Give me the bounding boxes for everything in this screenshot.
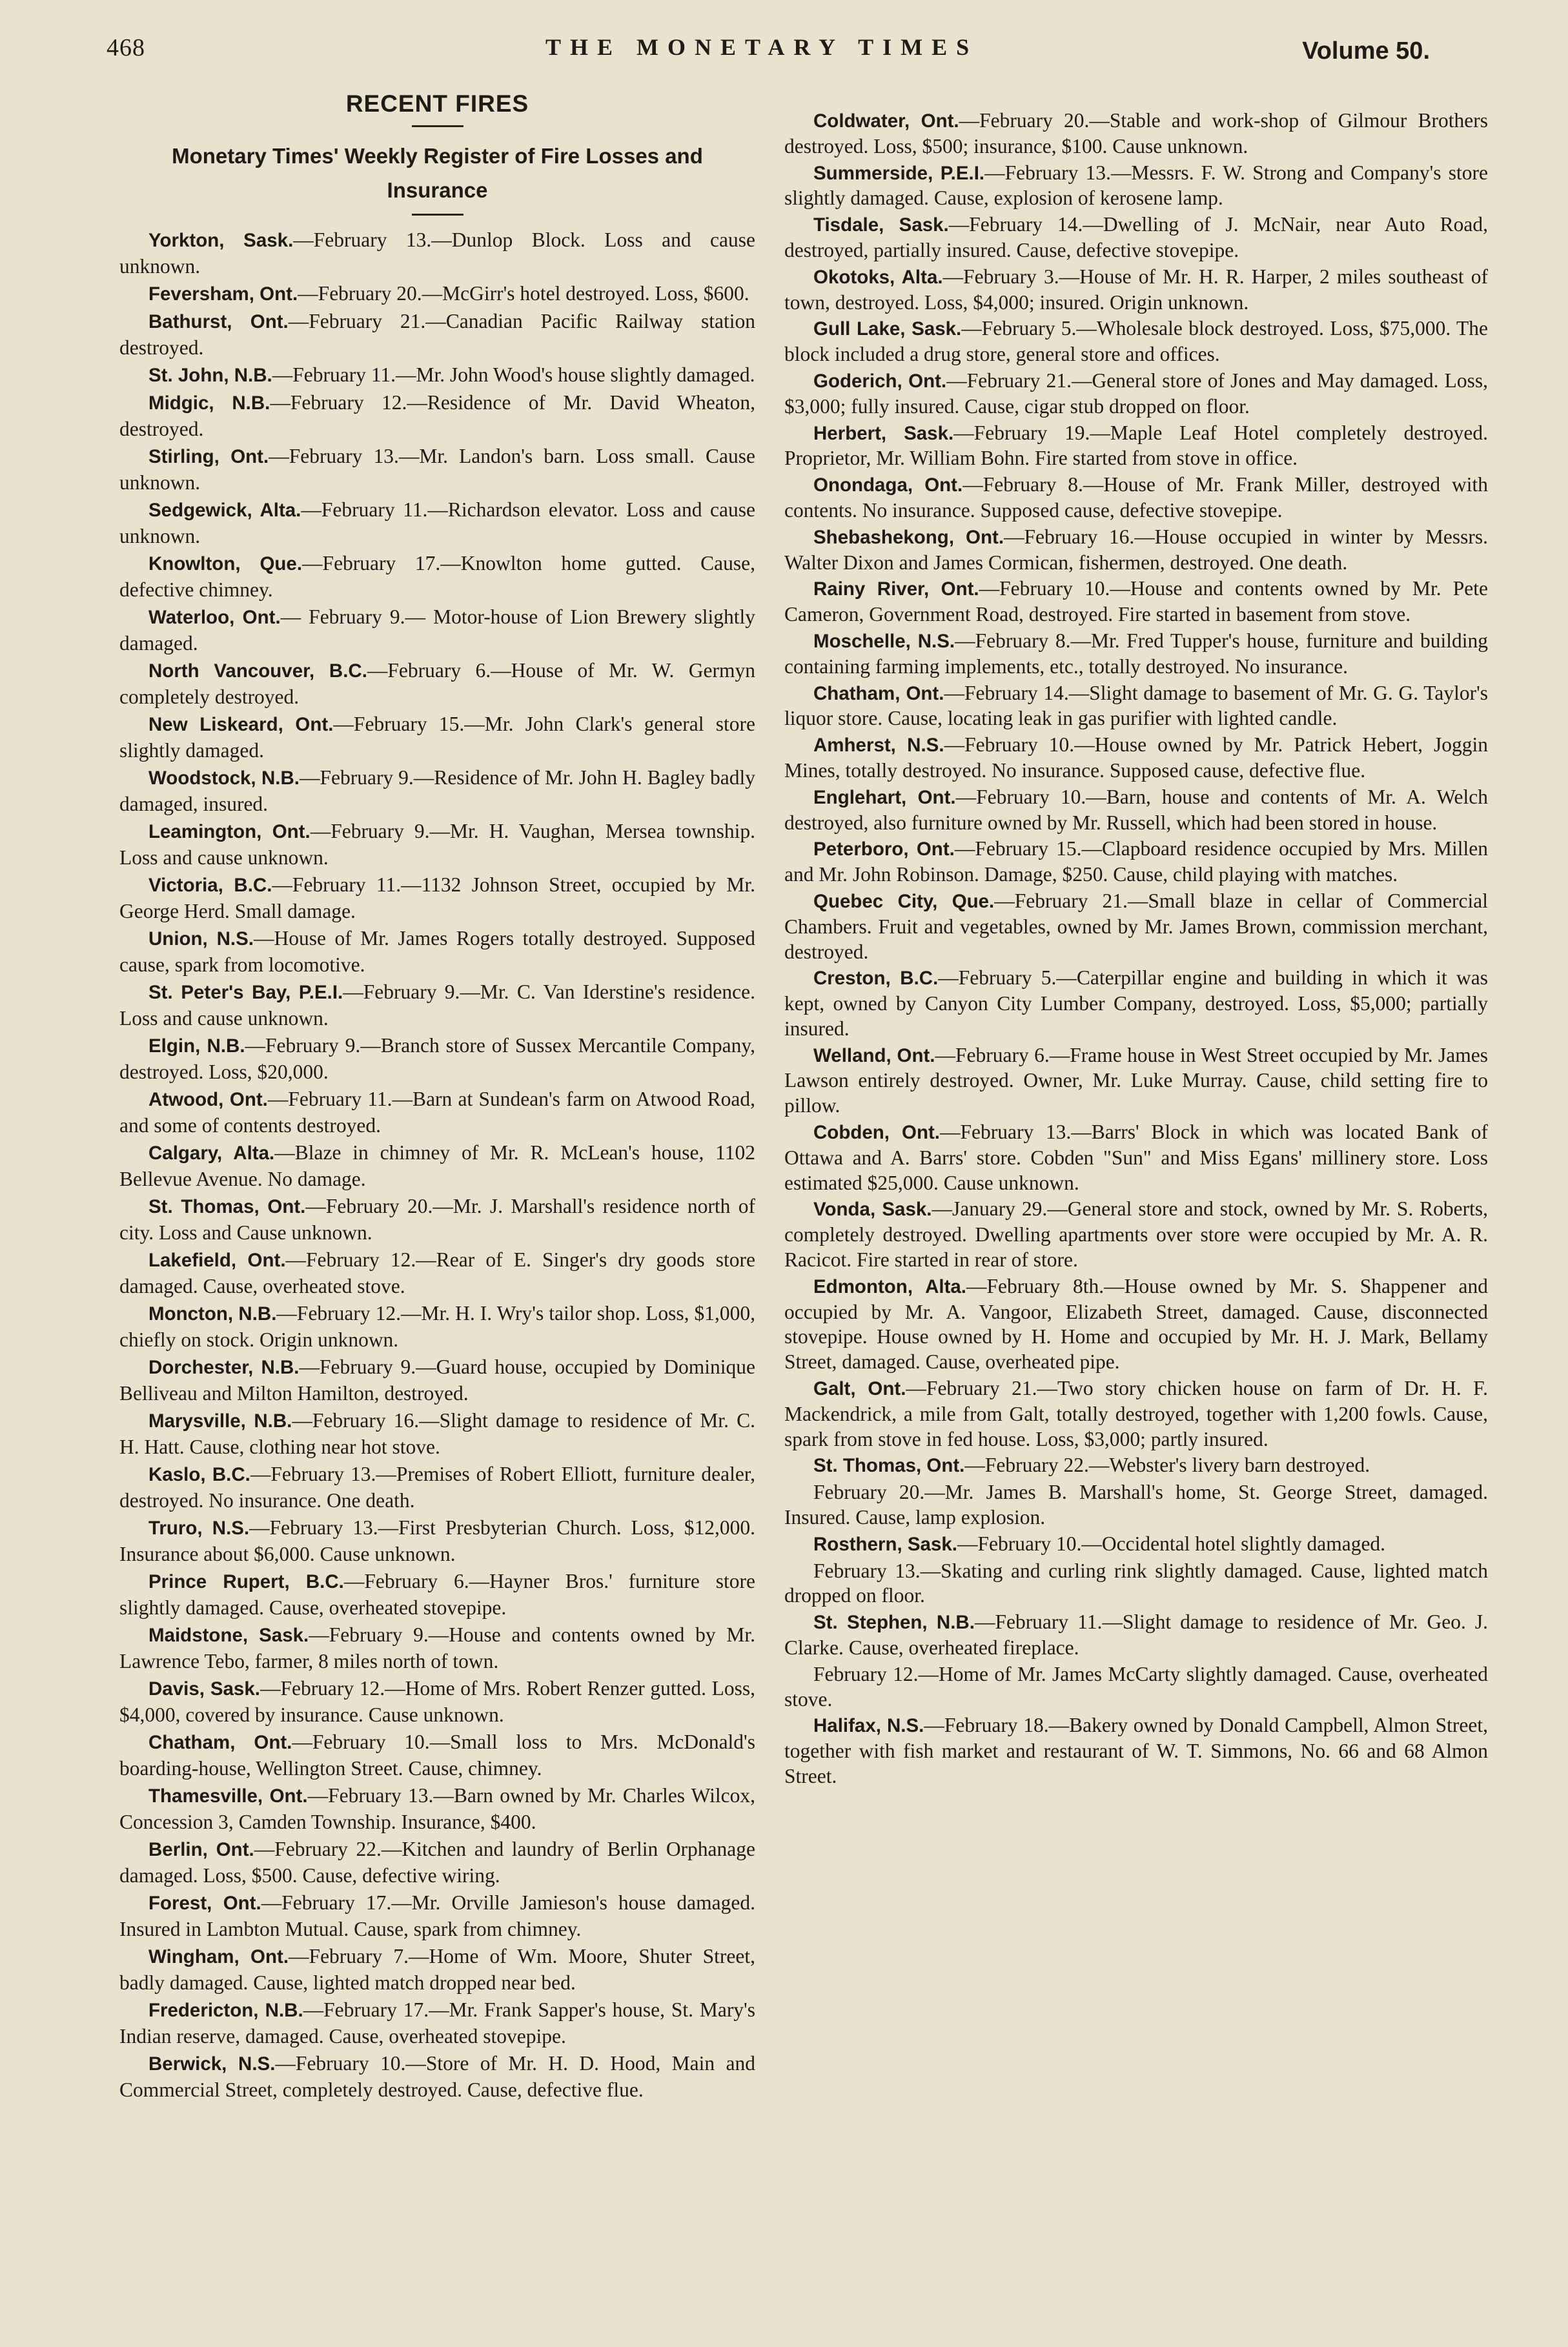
- fire-entry: [119, 1086, 755, 1139]
- entry-text: —House of Mr. James Rogers totally destroyed. Supposed cause, spark from locomotive.: [119, 927, 755, 976]
- fire-entry: [784, 681, 1488, 732]
- fire-entry: [119, 1622, 755, 1674]
- entry-text: —February 12.—Residence of Mr. David Wheaton, destroyed.: [119, 391, 755, 440]
- fire-entry: [119, 497, 755, 549]
- entry-place: Peterboro, Ont.: [813, 838, 955, 860]
- entry-text: —February 13.—Barrs' Block in which was located Bank of Ottawa and A. Barrs' store. Cobden "Sun" and Miss Egans' millinery store. Loss estimated $25,000. Cause unknown.: [784, 1121, 1488, 1194]
- fire-entry: [119, 604, 755, 656]
- fire-entry: [119, 1354, 755, 1407]
- entry-text: —February 6.—House of Mr. W. Germyn completely destroyed.: [119, 659, 755, 708]
- fire-entry: [119, 309, 755, 361]
- fire-entry: [784, 1713, 1488, 1789]
- entry-text: —February 17.—Mr. Orville Jamieson's house damaged. Insured in Lambton Mutual. Cause, spark from chimney.: [119, 1891, 755, 1940]
- fire-entry: [784, 369, 1488, 420]
- entry-text: —February 20.—McGirr's hotel destroyed. Loss, $600.: [298, 282, 749, 305]
- entry-place: Stirling, Ont.: [148, 446, 269, 467]
- entry-text: —February 6.—Hayner Bros.' furniture store slightly damaged. Cause, overheated stovepipe.: [119, 1570, 755, 1619]
- fire-entry: [784, 576, 1488, 627]
- entry-text: —February 13.—Dunlop Block. Loss and cause unknown.: [119, 229, 755, 278]
- left-column: [119, 90, 755, 2104]
- entry-place: Bathurst, Ont.: [148, 311, 289, 332]
- entry-text: —February 21.—General store of Jones and May damaged. Loss, $3,000; fully insured. Cause, cigar stub dropped on floor.: [784, 369, 1489, 418]
- fire-entry: [784, 161, 1488, 212]
- entry-place: Quebec City, Que.: [813, 890, 995, 912]
- page-header: [107, 34, 1430, 79]
- entry-place: Vonda, Sask.: [813, 1199, 932, 1221]
- entry-text: —February 15.—Clapboard residence occupied by Mrs. Millen and Mr. John Robinson. Damage, $250. Cause, child playing with matches.: [784, 837, 1488, 886]
- fire-entry: [119, 1461, 755, 1514]
- entry-text: February 20.—Mr. James B. Marshall's home, St. George Street, damaged. Insured. Cause, lamp explosion.: [784, 1481, 1488, 1529]
- entry-place: Goderich, Ont.: [813, 370, 947, 392]
- entry-place: Calgary, Alta.: [148, 1143, 275, 1164]
- entry-place: Chatham, Ont.: [813, 682, 944, 704]
- entry-text: —February 10.—Store of Mr. H. D. Hood, Main and Commercial Street, completely destroyed. Cause, defective flue.: [119, 2052, 755, 2101]
- entry-place: Maidstone, Sask.: [148, 1625, 309, 1646]
- entry-place: Cobden, Ont.: [813, 1122, 940, 1144]
- entry-place: St. Peter's Bay, P.E.I.: [148, 982, 343, 1003]
- entry-text: —February 19.—Maple Leaf Hotel completely destroyed. Proprietor, Mr. William Bohn. Fire started from stove in office.: [784, 421, 1488, 470]
- fire-entry: [784, 733, 1488, 784]
- right-entries: [784, 108, 1488, 1789]
- right-column: [784, 97, 1488, 1791]
- fire-entry: [119, 362, 755, 389]
- entry-text: —February 10.—House owned by Mr. Patrick Hebert, Joggin Mines, totally destroyed. No insurance. Supposed cause, defective flue.: [784, 733, 1488, 782]
- fire-entry: [119, 1729, 755, 1782]
- fire-entry: [119, 1515, 755, 1567]
- fire-entry: [784, 785, 1488, 836]
- fire-entry: [119, 872, 755, 924]
- section-subtitle: Monetary Times' Weekly Register of Fire Losses and Insurance: [172, 144, 703, 202]
- entry-place: Fredericton, N.B.: [148, 2000, 303, 2021]
- entry-place: Coldwater, Ont.: [813, 110, 959, 132]
- entry-text: —February 8th.—House owned by Mr. S. Shappener and occupied by Mr. A. Vangoor, Elizabeth Street, damaged. Cause, disconnected stovepipe. House owned by H. Home and occupied by Mr. H. J. Mark, Bellamy Street, damaged. Cause, overheated pipe.: [784, 1274, 1488, 1374]
- fire-entry: [119, 979, 755, 1031]
- fire-entry: [784, 1197, 1488, 1272]
- entry-place: Atwood, Ont.: [148, 1089, 268, 1110]
- entry-text: —February 13.—Premises of Robert Elliott, furniture dealer, destroyed. No insurance. One death.: [119, 1463, 755, 1512]
- entry-place: Union, N.S.: [148, 928, 254, 950]
- volume-label: Volume 50.: [1302, 37, 1430, 65]
- entry-place: Kaslo, B.C.: [148, 1464, 250, 1485]
- fire-entry: [119, 658, 755, 710]
- fire-entry: [119, 227, 755, 279]
- entry-place: Amherst, N.S.: [813, 735, 944, 757]
- entry-place: Englehart, Ont.: [813, 786, 956, 808]
- fire-entry: [119, 1033, 755, 1085]
- entry-place: Creston, B.C.: [813, 968, 939, 990]
- fire-entry: [784, 472, 1488, 523]
- entry-place: Rainy River, Ont.: [813, 578, 979, 600]
- page-number: 468: [107, 34, 145, 61]
- fire-entry: [119, 1194, 755, 1246]
- fire-entry: [119, 551, 755, 603]
- entry-place: Gull Lake, Sask.: [813, 318, 962, 340]
- entry-place: Yorkton, Sask.: [148, 230, 294, 251]
- section-title: RECENT FIRES: [345, 90, 529, 117]
- entry-text: —February 10.—Occidental hotel slightly damaged.: [957, 1532, 1386, 1555]
- entry-place: Leamington, Ont.: [148, 821, 311, 842]
- entry-place: Dorchester, N.B.: [148, 1357, 300, 1378]
- entry-text: —February 13.—Messrs. F. W. Strong and Company's store slightly damaged. Cause, explosion of kerosene lamp.: [784, 161, 1488, 210]
- fire-entry: [784, 212, 1488, 263]
- entry-text: —February 9.—Branch store of Sussex Mercantile Company, destroyed. Loss, $20,000.: [119, 1034, 755, 1083]
- entry-place: Thamesville, Ont.: [148, 1785, 308, 1807]
- entry-text: —February 13.—Barn owned by Mr. Charles Wilcox, Concession 3, Camden Township. Insurance, $400.: [119, 1784, 755, 1833]
- entry-place: St. Thomas, Ont.: [148, 1196, 306, 1217]
- fire-entry: [784, 889, 1488, 964]
- entry-text: —February 7.—Home of Wm. Moore, Shuter Street, badly damaged. Cause, lighted match dropped near bed.: [119, 1945, 755, 1994]
- entry-place: St. Thomas, Ont.: [813, 1455, 965, 1477]
- fire-entry: [784, 1559, 1488, 1609]
- entry-place: North Vancouver, B.C.: [148, 660, 367, 682]
- fire-entry: [119, 1890, 755, 1942]
- entry-text: —February 3.—House of Mr. H. R. Harper, 2 miles southeast of town, destroyed. Loss, $4,000; insured. Origin unknown.: [784, 265, 1488, 314]
- fire-entry: [784, 265, 1488, 316]
- entry-text: —February 8.—House of Mr. Frank Miller, destroyed with contents. No insurance. Supposed cause, defective stovepipe.: [784, 473, 1488, 522]
- fire-entry: [784, 421, 1488, 472]
- fire-entry: [119, 1140, 755, 1192]
- entry-place: Woodstock, N.B.: [148, 767, 300, 789]
- entry-text: February 12.—Home of Mr. James McCarty slightly damaged. Cause, overheated stove.: [784, 1662, 1488, 1711]
- entry-text: —February 13.—First Presbyterian Church. Loss, $12,000. Insurance about $6,000. Cause unknown.: [119, 1516, 755, 1565]
- fire-entry: [784, 966, 1488, 1041]
- entry-place: Galt, Ont.: [813, 1378, 906, 1400]
- entry-text: —February 11.—1132 Johnson Street, occupied by Mr. George Herd. Small damage.: [119, 873, 755, 922]
- fire-entry: [119, 1783, 755, 1835]
- entry-text: —February 9.—Mr. H. Vaughan, Mersea township. Loss and cause unknown.: [119, 820, 755, 869]
- entry-place: Midgic, N.B.: [148, 392, 270, 414]
- entry-place: Chatham, Ont.: [148, 1732, 292, 1753]
- fire-entry: [784, 1274, 1488, 1375]
- entry-text: —February 11.—Barn at Sundean's farm on Atwood Road, and some of contents destroyed.: [119, 1088, 755, 1137]
- entry-text: —February 9.—Guard house, occupied by Dominique Belliveau and Milton Hamilton, destroyed.: [119, 1356, 755, 1405]
- entry-place: New Liskeard, Ont.: [148, 714, 334, 735]
- fire-entry: [119, 2051, 755, 2103]
- entry-text: —February 18.—Bakery owned by Donald Campbell, Almon Street, together with fish market and restaurant of W. T. Simmons, No. 66 and 68 Almon Street.: [784, 1714, 1488, 1787]
- entry-text: —February 21.—Two story chicken house on farm of Dr. H. F. Mackendrick, a mile from Galt, totally destroyed, together with 1,200 fowls. Cause, spark from stove in fed house. Loss, $3,000; partly insured.: [784, 1377, 1488, 1450]
- entry-text: —February 14.—Slight damage to basement of Mr. G. G. Taylor's liquor store. Cause, locating leak in gas purifier with lighted candle.: [784, 681, 1489, 730]
- entry-place: Elgin, N.B.: [148, 1035, 245, 1057]
- entry-place: Marysville, N.B.: [148, 1410, 292, 1432]
- entry-place: Victoria, B.C.: [148, 875, 272, 896]
- entry-text: —February 17.—Mr. Frank Sapper's house, St. Mary's Indian reserve, damaged. Cause, overheated stovepipe.: [119, 1998, 755, 2047]
- entry-place: Sedgewick, Alta.: [148, 500, 301, 521]
- entry-text: —February 10.—Small loss to Mrs. McDonald's boarding-house, Wellington Street. Cause, chimney.: [119, 1731, 755, 1780]
- entry-text: —February 9.—House and contents owned by Mr. Lawrence Tebo, farmer, 8 miles north of town.: [119, 1623, 755, 1672]
- fire-entry: [784, 1453, 1488, 1479]
- fire-entry: [119, 1301, 755, 1353]
- fire-entry: [784, 1662, 1488, 1712]
- title-rule: [412, 125, 463, 127]
- fire-entry: [784, 1043, 1488, 1119]
- entry-text: —February 21.—Small blaze in cellar of Commercial Chambers. Fruit and vegetables, owned by Mr. James Brown, commission merchant, destroyed.: [784, 889, 1488, 963]
- fire-entry: [119, 711, 755, 764]
- fire-entry: [119, 1997, 755, 2049]
- entry-place: Knowlton, Que.: [148, 553, 303, 574]
- entry-place: Welland, Ont.: [813, 1044, 935, 1066]
- entry-place: Moncton, N.B.: [148, 1303, 277, 1325]
- entry-text: —February 8.—Mr. Fred Tupper's house, furniture and building containing farming implements, etc., totally destroyed. No insurance.: [784, 629, 1488, 678]
- entry-place: Lakefield, Ont.: [148, 1250, 286, 1271]
- left-entries: [119, 227, 755, 2103]
- entry-text: —February 11.—Slight damage to residence of Mr. Geo. J. Clarke. Cause, overheated fireplace.: [784, 1610, 1488, 1660]
- entry-place: St. Stephen, N.B.: [813, 1612, 975, 1634]
- fire-entry: [119, 1836, 755, 1889]
- entry-place: Prince Rupert, B.C.: [148, 1571, 344, 1592]
- entry-text: —February 20.—Stable and work-shop of Gilmour Brothers destroyed. Loss, $500; insurance, $100. Cause unknown.: [784, 109, 1488, 157]
- fire-entry: [784, 1480, 1488, 1530]
- entry-place: Herbert, Sask.: [813, 422, 954, 444]
- entry-place: Berlin, Ont.: [148, 1839, 254, 1860]
- entry-place: Davis, Sask.: [148, 1678, 260, 1700]
- entry-place: Summerside, P.E.I.: [813, 162, 985, 184]
- fire-entry: [784, 1532, 1488, 1558]
- entry-place: Edmonton, Alta.: [813, 1275, 966, 1297]
- entry-text: —February 12.—Rear of E. Singer's dry goods store damaged. Cause, overheated stove.: [119, 1248, 755, 1297]
- entry-text: February 13.—Skating and curling rink slightly damaged. Cause, lighted match dropped on floor.: [784, 1559, 1488, 1607]
- subtitle-rule: [412, 214, 463, 216]
- fire-entry: [784, 1120, 1488, 1195]
- fire-entry: [119, 926, 755, 978]
- entry-place: Wingham, Ont.: [148, 1946, 289, 1967]
- entry-place: Shebashekong, Ont.: [813, 526, 1004, 548]
- entry-place: Okotoks, Alta.: [813, 266, 943, 288]
- fire-entry: [119, 1676, 755, 1728]
- fire-entry: [119, 443, 755, 496]
- entry-text: —February 22.—Webster's livery barn destroyed.: [964, 1454, 1370, 1477]
- entry-text: —January 29.—General store and stock, owned by Mr. S. Roberts, completely destroyed. Dwelling apartments over store were occupied by Mr. A. R. Racicot. Fire started in rear of store.: [784, 1197, 1488, 1272]
- fire-entry: [784, 629, 1488, 680]
- entry-place: Rosthern, Sask.: [813, 1533, 957, 1555]
- entry-place: Onondaga, Ont.: [813, 474, 963, 496]
- entry-text: —February 5.—Wholesale block destroyed. Loss, $75,000. The block included a drug store, general store and offices.: [784, 317, 1488, 366]
- entry-place: Waterloo, Ont.: [148, 607, 281, 628]
- fire-entry: [119, 1944, 755, 1996]
- entry-text: —February 12.—Home of Mrs. Robert Renzer gutted. Loss, $4,000, covered by insurance. Cause unknown.: [119, 1677, 755, 1726]
- entry-text: —Blaze in chimney of Mr. R. McLean's house, 1102 Bellevue Avenue. No damage.: [119, 1141, 755, 1190]
- journal-title: THE MONETARY TIMES: [545, 34, 979, 60]
- entry-text: —February 11.—Richardson elevator. Loss and cause unknown.: [119, 498, 755, 547]
- entry-text: —February 6.—Frame house in West Street occupied by Mr. James Lawson entirely destroyed. Owner, Mr. Luke Murray. Cause, child setting fire to pillow.: [784, 1043, 1488, 1117]
- entry-text: —February 11.—Mr. John Wood's house slightly damaged.: [272, 363, 755, 386]
- fire-entry: [784, 837, 1488, 888]
- fire-entry: [119, 765, 755, 817]
- entry-text: —February 20.—Mr. J. Marshall's residence north of city. Loss and Cause unknown.: [119, 1195, 756, 1244]
- fire-entry: [119, 1247, 755, 1299]
- entry-place: St. John, N.B.: [148, 365, 272, 386]
- entry-text: —February 13.—Mr. Landon's barn. Loss small. Cause unknown.: [119, 445, 755, 494]
- entry-place: Tisdale, Sask.: [813, 214, 949, 236]
- entry-text: —February 17.—Knowlton home gutted. Cause, defective chimney.: [119, 552, 755, 601]
- entry-text: —February 10.—House and contents owned by Mr. Pete Cameron, Government Road, destroyed. Fire started in basement from stove.: [784, 577, 1488, 626]
- fire-entry: [784, 108, 1488, 159]
- entry-text: —February 14.—Dwelling of J. McNair, near Auto Road, destroyed, partially insured. Cause, defective stovepipe.: [784, 213, 1488, 261]
- entry-text: —February 15.—Mr. John Clark's general store slightly damaged.: [119, 713, 755, 762]
- entry-text: —February 16.—Slight damage to residence of Mr. C. H. Hatt. Cause, clothing near hot stove.: [119, 1409, 755, 1458]
- entry-place: Feversham, Ont.: [148, 283, 298, 305]
- entry-place: Truro, N.S.: [148, 1518, 250, 1539]
- fire-entry: [119, 1569, 755, 1621]
- entry-text: —February 9.—Mr. C. Van Iderstine's residence. Loss and cause unknown.: [119, 980, 755, 1030]
- entry-text: —February 22.—Kitchen and laundry of Berlin Orphanage damaged. Loss, $500. Cause, defective wiring.: [119, 1838, 755, 1887]
- entry-place: Forest, Ont.: [148, 1893, 261, 1914]
- entry-place: Moschelle, N.S.: [813, 630, 955, 652]
- entry-text: —February 10.—Barn, house and contents of Mr. A. Welch destroyed, also furniture owned by Mr. Russell, which had been stored in house.: [784, 785, 1488, 834]
- fire-entry: [784, 1610, 1488, 1661]
- entry-text: — February 9.— Motor-house of Lion Brewery slightly damaged.: [119, 605, 755, 655]
- fire-entry: [784, 316, 1488, 367]
- fire-entry: [119, 818, 755, 871]
- entry-place: Berwick, N.S.: [148, 2053, 276, 2075]
- entry-text: —February 16.—House occupied in winter by Messrs. Walter Dixon and James Cormican, fishermen, destroyed. One death.: [784, 525, 1488, 574]
- fire-entry: [119, 1408, 755, 1460]
- entry-text: —February 21.—Canadian Pacific Railway station destroyed.: [119, 310, 755, 359]
- entry-text: —February 5.—Caterpillar engine and building in which it was kept, owned by Canyon City Lumber Company, destroyed. Loss, $5,000; partially insured.: [784, 966, 1488, 1040]
- entry-text: —February 12.—Mr. H. I. Wry's tailor shop. Loss, $1,000, chiefly on stock. Origin unknown.: [119, 1302, 756, 1351]
- entry-text: —February 9.—Residence of Mr. John H. Bagley badly damaged, insured.: [119, 766, 756, 815]
- fire-entry: [119, 281, 755, 307]
- entry-place: Halifax, N.S.: [813, 1715, 924, 1737]
- fire-entry: [784, 1376, 1488, 1452]
- fire-entry: [784, 525, 1488, 576]
- fire-entry: [119, 390, 755, 442]
